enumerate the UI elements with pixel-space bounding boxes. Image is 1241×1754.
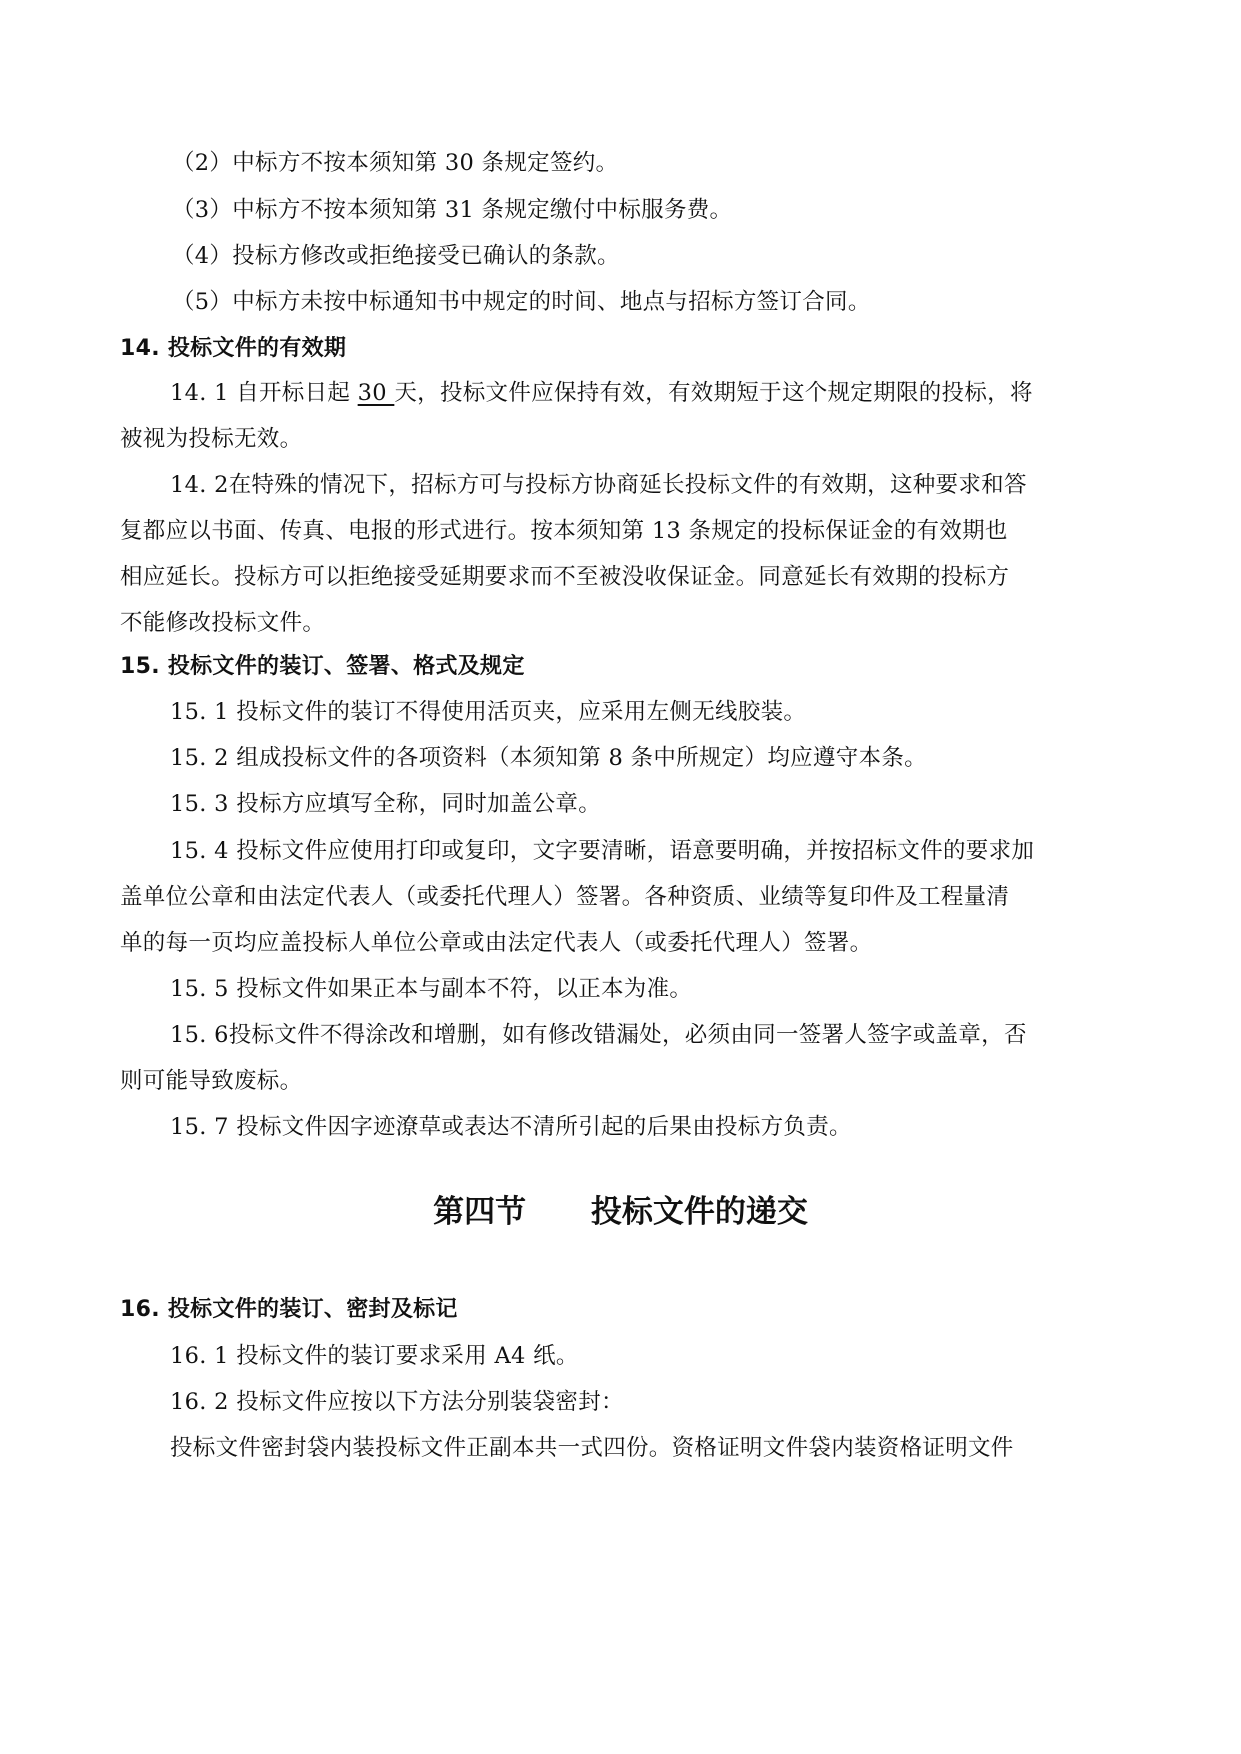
list-item: （3）中标方不按本须知第 31 条规定缴付中标服务费。	[172, 197, 733, 223]
list-item: （4）投标方修改或拒绝接受已确认的条款。	[172, 243, 620, 269]
heading-15: 15. 投标文件的装订、签署、格式及规定	[120, 654, 525, 679]
heading-14: 14. 投标文件的有效期	[120, 336, 347, 361]
paragraph-14-2-line: 复都应以书面、传真、电报的形式进行。按本须知第 13 条规定的投标保证金的有效期也	[120, 518, 1008, 544]
paragraph-14-2-line: 不能修改投标文件。	[120, 610, 326, 636]
section-title: 第四节 投标文件的递交	[433, 1194, 808, 1230]
paragraph-14-1-lead: 14. 1 自开标日起	[170, 380, 358, 406]
paragraph-15-6-line: 则可能导致废标。	[120, 1068, 303, 1094]
paragraph-14-1	[170, 378, 1170, 408]
paragraph-16-1: 16. 1 投标文件的装订要求采用 A4 纸。	[170, 1343, 579, 1369]
heading-16: 16. 投标文件的装订、密封及标记	[120, 1297, 458, 1322]
paragraph-15-3: 15. 3 投标方应填写全称，同时加盖公章。	[170, 791, 602, 817]
paragraph-14-2-line: 14. 2在特殊的情况下，招标方可与投标方协商延长投标文件的有效期，这种要求和答	[170, 472, 1027, 498]
paragraph-14-1-cont: 被视为投标无效。	[120, 426, 303, 452]
paragraph-15-4-line: 单的每一页均应盖投标人单位公章或由法定代表人（或委托代理人）签署。	[120, 930, 873, 956]
paragraph-14-1-rest: 天，投标文件应保持有效，有效期短于这个规定期限的投标，将	[394, 380, 1033, 406]
paragraph-15-6-line: 15. 6投标文件不得涂改和增删，如有修改错漏处，必须由同一签署人签字或盖章，否	[170, 1022, 1027, 1048]
paragraph-15-4-line: 盖单位公章和由法定代表人（或委托代理人）签署。各种资质、业绩等复印件及工程量清	[120, 884, 1010, 910]
list-item: （2）中标方不按本须知第 30 条规定签约。	[172, 150, 619, 176]
paragraph-16-3: 投标文件密封袋内装投标文件正副本共一式四份。资格证明文件袋内装资格证明文件	[170, 1435, 1014, 1461]
paragraph-15-4-line: 15. 4 投标文件应使用打印或复印，文字要清晰，语意要明确，并按招标文件的要求加	[170, 838, 1035, 864]
paragraph-16-2: 16. 2 投标文件应按以下方法分别装袋密封：	[170, 1389, 624, 1415]
paragraph-14-1-days: 30	[357, 380, 395, 406]
list-item: （5）中标方未按中标通知书中规定的时间、地点与招标方签订合同。	[172, 289, 871, 315]
paragraph-14-2-line: 相应延长。投标方可以拒绝接受延期要求而不至被没收保证金。同意延长有效期的投标方	[120, 564, 1010, 590]
paragraph-15-1: 15. 1 投标文件的装订不得使用活页夹，应采用左侧无线胶装。	[170, 699, 807, 725]
paragraph-15-7: 15. 7 投标文件因字迹潦草或表达不清所引起的后果由投标方负责。	[170, 1114, 852, 1140]
paragraph-15-5: 15. 5 投标文件如果正本与副本不符，以正本为准。	[170, 976, 693, 1002]
paragraph-15-2: 15. 2 组成投标文件的各项资料（本须知第 8 条中所规定）均应遵守本条。	[170, 745, 927, 771]
